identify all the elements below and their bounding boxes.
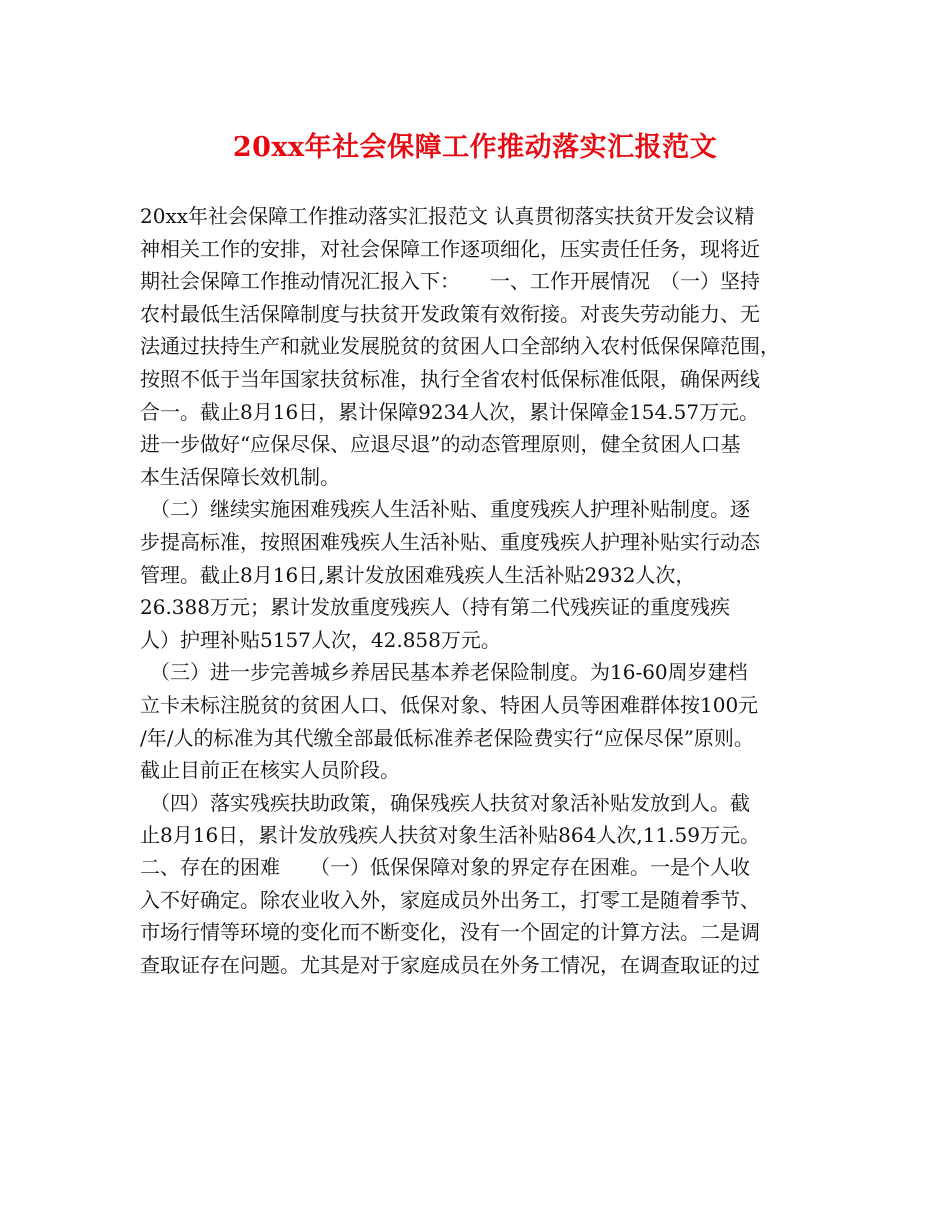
- section-2-text: [140, 851, 824, 981]
- text-line: 合一。截止8月16日，累计保障9234人次，累计保障金154.57万元。: [140, 399, 760, 424]
- text-line: 进一步做好“应保尽保、应退尽退”的动态管理原则，健全贫困人口基: [140, 432, 741, 457]
- text-line: 市场行情等环境的变化而不断变化，没有一个固定的计算方法。二是调: [140, 920, 760, 945]
- text-line: 26.388万元；累计发放重度残疾人（持有第二代残疾证的重度残疾: [140, 595, 730, 620]
- text-line: （三）进一步完善城乡养居民基本养老保险制度。为16-60周岁建档: [140, 660, 748, 685]
- text-line: 步提高标准，按照困难残疾人生活补贴、重度残疾人护理补贴实行动态: [140, 529, 760, 554]
- text-line: 立卡未标注脱贫的贫困人口、低保对象、特困人员等困难群体按100元: [140, 692, 759, 717]
- text-line: 入不好确定。除农业收入外，家庭成员外出务工，打零工是随着季节、: [140, 887, 760, 912]
- text-line: 期社会保障工作推动情况汇报入下： 一、工作开展情况 （一）坚持: [140, 269, 760, 294]
- text-line: /年/人的标准为其代缴全部最低标准养老保险费实行“应保尽保”原则。: [140, 725, 754, 750]
- document-title: 20xx年社会保障工作推动落实汇报范文: [232, 132, 718, 163]
- text-line: 按照不低于当年国家扶贫标准，执行全省农村低保标准低限，确保两线: [140, 366, 760, 391]
- text-line: 人）护理补贴5157人次，42.858万元。: [140, 627, 501, 652]
- text-line: 止8月16日，累计发放残疾人扶贫对象生活补贴864人次,11.59万元。: [140, 823, 760, 848]
- text-line: （二）继续实施困难残疾人生活补贴、重度残疾人护理补贴制度。逐: [140, 497, 750, 522]
- text-line: 本生活保障长效机制。: [140, 464, 340, 489]
- text-line: 管理。截止8月16日,累计发放困难残疾人生活补贴2932人次，: [140, 562, 696, 587]
- text-line: （四）落实残疾扶助政策，确保残疾人扶贫对象活补贴发放到人。截: [140, 790, 750, 815]
- text-line: 查取证存在问题。尤其是对于家庭成员在外务工情况，在调查取证的过: [140, 952, 760, 977]
- text-line: 截止目前正在核实人员阶段。: [140, 758, 400, 783]
- text-line: 农村最低生活保障制度与扶贫开发政策有效衔接。对丧失劳动能力、无: [140, 301, 760, 326]
- text-line: 神相关工作的安排，对社会保障工作逐项细化，压实责任任务，现将近: [140, 236, 760, 261]
- section-1-text: [140, 200, 824, 852]
- text-line: 法通过扶持生产和就业发展脱贫的贫困人口全部纳入农村低保保障范围，: [140, 334, 780, 359]
- text-line: 二、存在的困难 （一）低保保障对象的界定存在困难。一是个人收: [140, 855, 750, 879]
- text-line: 20xx年社会保障工作推动落实汇报范文 认真贯彻落实扶贫开发会议精: [140, 204, 755, 228]
